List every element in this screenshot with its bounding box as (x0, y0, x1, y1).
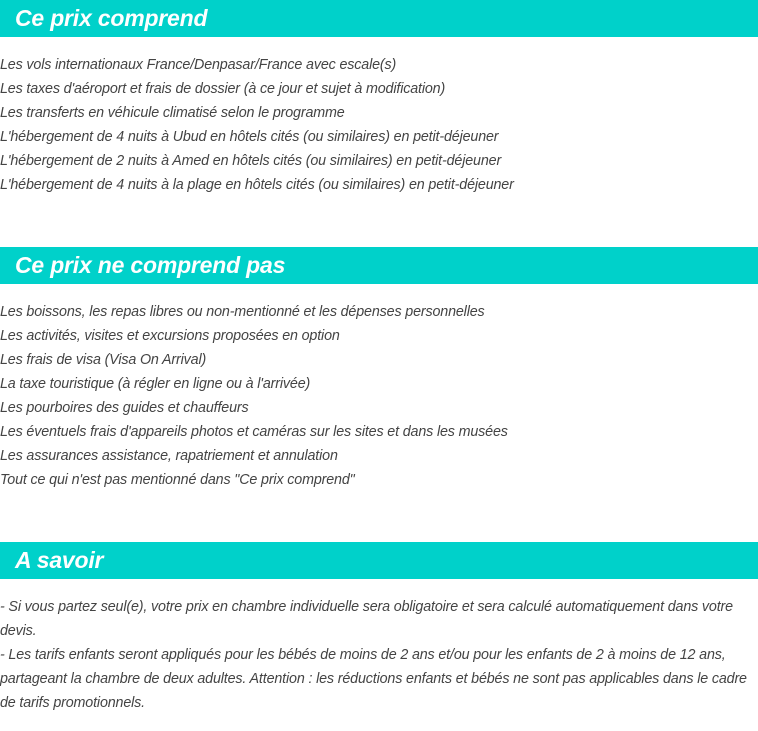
list-item: L'hébergement de 4 nuits à la plage en hôtels cités (ou similaires) en petit-déjeuner (0, 177, 514, 193)
section-header-good-to-know (0, 542, 758, 579)
list-item: L'hébergement de 2 nuits à Amed en hôtels cités (ou similaires) en petit-déjeuner (0, 153, 502, 169)
list-item: Les frais de visa (Visa On Arrival) (0, 352, 207, 368)
note-paragraph: - Les tarifs enfants seront appliqués pour les bébés de moins de 2 ans et/ou pour les enfants de 2 à moins de 12 ans, partageant la chambre de deux adultes. Attention : les réductions enfants et bébés ne sont pas applicables dans le cadre de tarifs promotionnels. (0, 647, 747, 711)
section-title: Ce prix comprend (15, 5, 208, 31)
note-paragraph: - Si vous partez seul(e), votre prix en chambre individuelle sera obligatoire et sera calculé automatiquement dans votre devis. (0, 599, 733, 639)
list-item: Les pourboires des guides et chauffeurs (0, 400, 249, 416)
section-header-included (0, 0, 758, 37)
list-item: Les taxes d'aéroport et frais de dossier (à ce jour et sujet à modification) (0, 81, 446, 97)
section-not-included (0, 247, 758, 492)
not-included-list (0, 300, 758, 492)
list-item: Les assurances assistance, rapatriement et annulation (0, 448, 338, 464)
list-item: Les boissons, les repas libres ou non-mentionné et les dépenses personnelles (0, 304, 485, 320)
list-item: La taxe touristique (à régler en ligne ou à l'arrivée) (0, 376, 311, 392)
section-included (0, 0, 758, 197)
list-item: L'hébergement de 4 nuits à Ubud en hôtels cités (ou similaires) en petit-déjeuner (0, 129, 499, 145)
list-item: Les vols internationaux France/Denpasar/France avec escale(s) (0, 57, 397, 73)
section-title: Ce prix ne comprend pas (15, 252, 286, 278)
list-item: Les activités, visites et excursions proposées en option (0, 328, 340, 344)
list-item: Les transferts en véhicule climatisé selon le programme (0, 105, 345, 121)
section-good-to-know (0, 542, 758, 715)
list-item: Tout ce qui n'est pas mentionné dans "Ce prix comprend" (0, 472, 355, 488)
section-header-not-included (0, 247, 758, 284)
good-to-know-body (0, 595, 758, 715)
included-list (0, 53, 758, 197)
section-title: A savoir (15, 547, 104, 573)
list-item: Les éventuels frais d'appareils photos et caméras sur les sites et dans les musées (0, 424, 508, 440)
